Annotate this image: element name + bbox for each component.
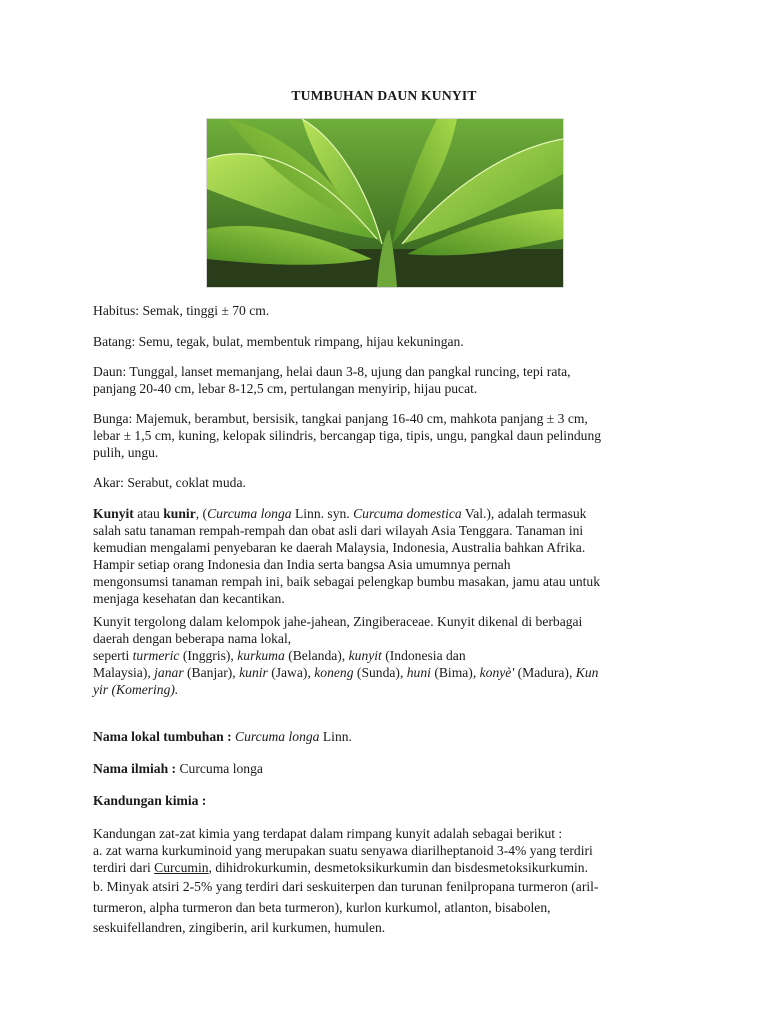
akar-line: Akar: Serabut, coklat muda. <box>93 475 246 490</box>
term-kunyit: Kunyit <box>93 506 134 521</box>
text-indonesia: (Indonesia dan <box>381 648 466 663</box>
text-jawa: (Jawa), <box>267 665 315 680</box>
local-names-line-5 <box>93 681 673 698</box>
text-atau: atau <box>133 506 164 521</box>
kandungan-line-1: Kandungan zat-zat kimia yang terdapat dalam rimpang kunyit adalah sebagai berikut : <box>93 826 563 841</box>
text-linn-syn: Linn. syn. <box>291 506 354 521</box>
text-terdiri-dari: terdiri dari <box>93 860 155 875</box>
text-banjar: (Banjar), <box>183 665 240 680</box>
term-kunir: kunir <box>163 506 196 521</box>
local-names-line-4 <box>93 664 673 681</box>
intro-line-1 <box>93 505 673 522</box>
intro-line-6: menjaga kesehatan dan kecantikan. <box>93 591 285 606</box>
text-malaysia: Malaysia), <box>93 665 155 680</box>
term-koneng: koneng <box>314 665 354 680</box>
curcumin-link[interactable]: Curcumin <box>154 860 209 875</box>
intro-line-4: Hampir setiap orang Indonesia dan India serta bangsa Asia umumnya pernah <box>93 557 511 572</box>
kandungan-line-6: seskuifellandren, zingiberin, aril kurkumen, humulen. <box>93 920 386 935</box>
bunga-line-1: Bunga: Majemuk, berambut, bersisik, tangkai panjang 16-40 cm, mahkota panjang ± 3 cm, <box>93 411 588 426</box>
turmeric-leaves-photo <box>206 118 564 288</box>
kandungan-line-5: turmeron, alpha turmeron dan beta turmeron), kurlon kurkumol, atlanton, bisabolen, <box>93 900 551 915</box>
local-names-line-1: Kunyit tergolong dalam kelompok jahe-jahean, Zingiberaceae. Kunyit dikenal di berbagai <box>93 614 583 629</box>
nama-ilmiah-label: Nama ilmiah : <box>93 761 180 776</box>
term-turmeric: turmeric <box>132 648 180 663</box>
nama-ilmiah-value: Curcuma longa <box>179 761 263 776</box>
nama-lokal-suffix: Linn. <box>319 729 352 744</box>
kandungan-line-2: a. zat warna kurkuminoid yang merupakan suatu senyawa diarilheptanoid 3-4% yang terdiri <box>93 843 593 858</box>
kandungan-heading <box>93 792 673 809</box>
daun-line-1: Daun: Tunggal, lanset memanjang, helai daun 3-8, ujung dan pangkal runcing, tepi rata, <box>93 364 571 379</box>
text-seperti: seperti <box>93 648 133 663</box>
term-kun: Kun <box>575 665 599 680</box>
bunga-line-2: lebar ± 1,5 cm, kuning, kelopak silindris, bercangap tiga, tipis, ungu, pangkal daun pelindung <box>93 428 602 443</box>
term-curcuma-domestica: Curcuma domestica <box>353 506 462 521</box>
text-curcumin-rest: , dihidrokurkumin, desmetoksikurkumin dan bisdesmetoksikurkumin. <box>208 860 588 875</box>
text-val-rest: Val.), adalah termasuk <box>461 506 587 521</box>
text-paren: , ( <box>195 506 208 521</box>
term-kunyit-indonesia: kunyit <box>348 648 382 663</box>
nama-ilmiah-line <box>93 760 673 777</box>
term-kurkuma: kurkuma <box>237 648 285 663</box>
kandungan-line-4: b. Minyak atsiri 2-5% yang terdiri dari seskuiterpen dan turunan fenilpropana turmeron (aril- <box>93 879 599 894</box>
term-janar: janar <box>154 665 184 680</box>
term-konye: konyè' <box>479 665 515 680</box>
text-sunda: (Sunda), <box>353 665 407 680</box>
intro-line-3: kemudian mengalami penyebaran ke daerah Malaysia, Indonesia, Australia bahkan Afrika. <box>93 540 586 555</box>
term-kunir-jawa: kunir <box>239 665 268 680</box>
nama-lokal-line <box>93 728 673 745</box>
batang-line: Batang: Semu, tegak, bulat, membentuk rimpang, hijau kekuningan. <box>93 334 464 349</box>
text-inggris: (Inggris), <box>179 648 238 663</box>
kandungan-heading-text: Kandungan kimia : <box>93 793 207 808</box>
text-bima: (Bima), <box>430 665 480 680</box>
bunga-line-3: pulih, ungu. <box>93 445 159 460</box>
turmeric-leaves-illustration <box>207 119 563 287</box>
local-names-line-3 <box>93 647 673 664</box>
daun-line-2: panjang 20-40 cm, lebar 8-12,5 cm, pertulangan menyirip, hijau pucat. <box>93 381 478 396</box>
text-belanda: (Belanda), <box>284 648 349 663</box>
term-kun-yir-komering: yir (Komering). <box>93 682 179 697</box>
habitus-line: Habitus: Semak, tinggi ± 70 cm. <box>93 303 270 318</box>
term-huni: huni <box>406 665 431 680</box>
local-names-line-2: daerah dengan beberapa nama lokal, <box>93 631 292 646</box>
kandungan-line-3 <box>93 859 673 876</box>
nama-lokal-label: Nama lokal tumbuhan : <box>93 729 236 744</box>
page-title: TUMBUHAN DAUN KUNYIT <box>291 88 477 103</box>
text-madura: (Madura), <box>514 665 576 680</box>
term-curcuma-longa: Curcuma longa <box>207 506 292 521</box>
intro-line-5: mengonsumsi tanaman rempah ini, baik sebagai pelengkap bumbu masakan, jamu atau untuk <box>93 574 600 589</box>
nama-lokal-value: Curcuma longa <box>235 729 320 744</box>
intro-line-2: salah satu tanaman rempah-rempah dan obat asli dari wilayah Asia Tenggara. Tanaman ini <box>93 523 584 538</box>
